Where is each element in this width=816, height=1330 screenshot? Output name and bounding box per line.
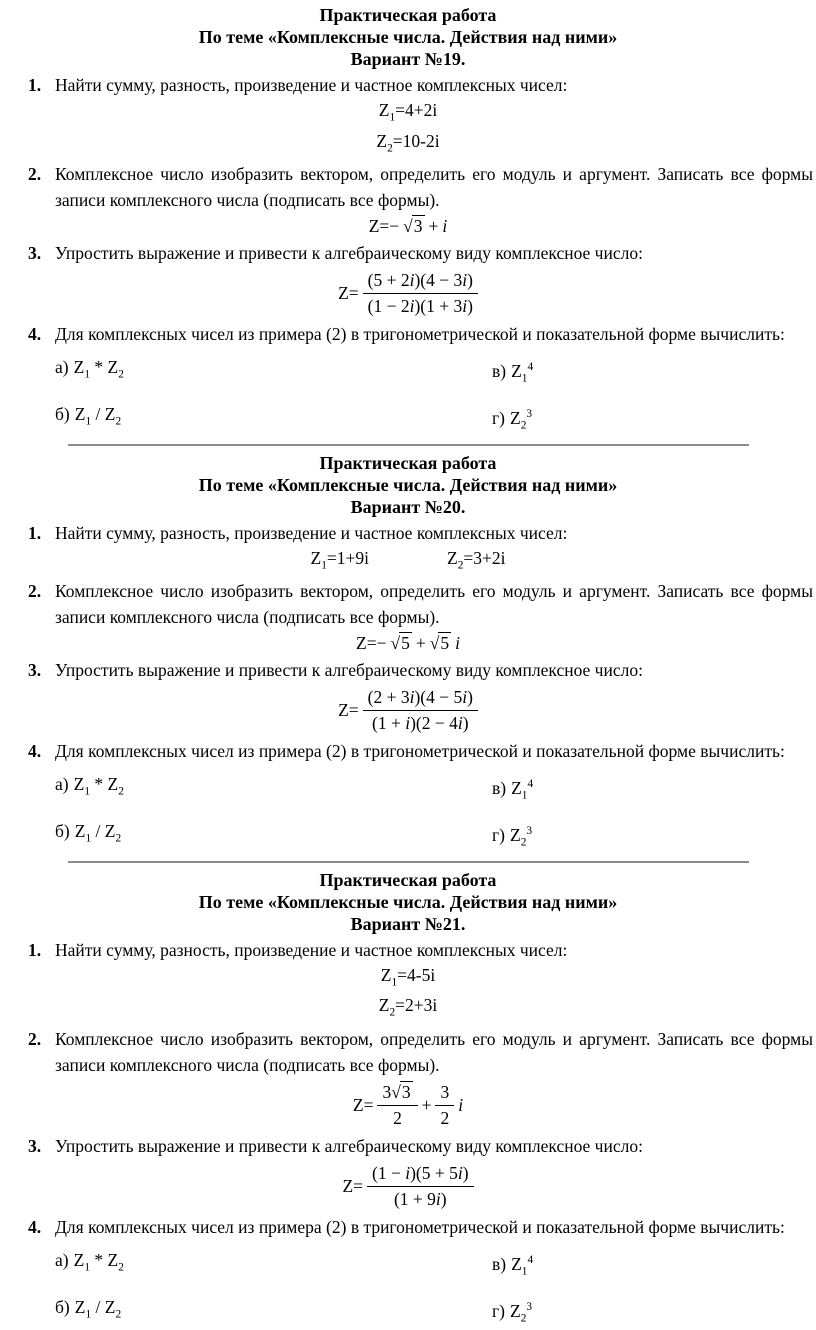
option-v <box>492 355 816 390</box>
option-g <box>492 819 816 854</box>
option-label: б) <box>55 1297 70 1318</box>
option-a <box>55 1248 492 1283</box>
task-4 <box>0 738 816 764</box>
option-label: в) <box>492 360 507 381</box>
worksheet-title: Практическая работа <box>319 869 497 890</box>
option-g <box>492 1295 816 1330</box>
item-text: Найти сумму, разность, произведение и частное комплексных чисел: <box>55 939 568 960</box>
section-divider <box>68 444 749 446</box>
complex-number-formula <box>0 633 816 654</box>
option-expression: $Z_1 * Z_2$ <box>73 357 124 381</box>
radical <box>403 216 424 237</box>
worksheet-theme: По теме «Комплексные числа. Действия над ними» <box>198 891 618 912</box>
item-text: Комплексное число изобразить вектором, определить его модуль и аргумент. Записать все формы записи комплексного числа (подписать все формы). <box>55 164 813 210</box>
item-number: 3. <box>28 660 42 681</box>
option-b <box>55 819 492 854</box>
item-text: Найти сумму, разность, произведение и частное комплексных чисел: <box>55 75 568 95</box>
z2-value: $Z_2=10-2i$ <box>376 130 440 154</box>
option-label: г) <box>492 408 506 429</box>
item-number: 1. <box>28 939 42 960</box>
z1-value: $Z_1=4+2i$ <box>378 100 438 124</box>
option-expression: $Z_1^4$ <box>511 360 534 385</box>
denominator: (1 + 9i) <box>393 1188 447 1209</box>
item-number: 2. <box>28 581 42 602</box>
radicand: 3 <box>413 216 423 236</box>
task-3 <box>0 657 816 683</box>
variant-19-section <box>0 4 816 438</box>
z-values-row <box>0 547 816 577</box>
item-text: Найти сумму, разность, произведение и частное комплексных чисел: <box>55 522 568 543</box>
option-expression: $Z_2^3$ <box>510 1300 533 1325</box>
worksheet-title: Практическая работа <box>319 452 497 473</box>
imaginary-unit: i <box>455 633 460 654</box>
variant-20-section <box>0 452 816 855</box>
radical <box>391 1082 412 1102</box>
variant-number: Вариант №20. <box>350 496 466 517</box>
option-label: г) <box>492 825 506 846</box>
task-2 <box>0 1026 816 1078</box>
radical-sign-icon: √ <box>403 216 413 236</box>
worksheet-theme: По теме «Комплексные числа. Действия над ними» <box>198 474 618 495</box>
options-grid <box>0 772 816 855</box>
variant-number: Вариант №21. <box>350 913 466 934</box>
option-label: б) <box>55 821 70 842</box>
item-text: Комплексное число изобразить вектором, определить его модуль и аргумент. Записать все формы записи комплексного числа (подписать все формы). <box>55 581 813 628</box>
worksheet-theme: По теме «Комплексные числа. Действия над ними» <box>198 27 618 47</box>
item-number: 4. <box>28 324 42 344</box>
item-text: Для комплексных чисел из примера (2) в тригонометрической и показательной форме вычислить: <box>55 1216 785 1237</box>
z2-value: $Z_2=2+3i$ <box>378 995 438 1019</box>
option-g <box>492 402 816 437</box>
plus-operator: + <box>421 1094 432 1115</box>
complex-number-formula <box>0 1081 816 1130</box>
item-text: Упростить выражение и привести к алгебраическому виду комплексное число: <box>55 660 643 681</box>
option-label: а) <box>55 357 69 377</box>
option-v <box>492 1248 816 1283</box>
item-number: 2. <box>28 1028 42 1049</box>
formula-prefix: Z= <box>338 700 359 721</box>
task-3 <box>0 240 816 266</box>
options-grid <box>0 1248 816 1330</box>
numerator: (1 − i)(5 + 5i) <box>367 1162 474 1187</box>
worksheet-title: Практическая работа <box>319 5 497 25</box>
plus-operator: + <box>428 216 439 236</box>
coefficient: 3 <box>382 1081 392 1102</box>
numerator: (2 + 3i)(4 − 5i) <box>363 686 478 711</box>
task-2 <box>0 161 816 213</box>
option-expression: $Z_1 * Z_2$ <box>73 774 124 798</box>
item-text: Для комплексных чисел из примера (2) в тригонометрической и показательной форме вычислить: <box>55 741 785 762</box>
task-3 <box>0 1133 816 1159</box>
radical <box>390 633 411 654</box>
fraction <box>363 686 478 735</box>
formula-prefix: Z=− <box>368 216 400 236</box>
radical <box>430 633 451 654</box>
numerator <box>377 1081 417 1106</box>
section-divider <box>68 861 749 863</box>
radicand: 5 <box>440 633 450 654</box>
item-number: 4. <box>28 1216 42 1237</box>
option-b <box>55 1295 492 1330</box>
denominator: (1 − 2i)(1 + 3i) <box>367 296 473 316</box>
task-1 <box>0 937 816 963</box>
item-text: Упростить выражение и привести к алгебраическому виду комплексное число: <box>55 243 643 263</box>
radical-sign-icon: √ <box>391 1081 401 1102</box>
option-expression: $Z_1 * Z_2$ <box>73 1249 124 1274</box>
options-grid <box>0 355 816 438</box>
formula-prefix: Z= <box>338 283 359 303</box>
option-expression: $Z_2^3$ <box>510 408 533 432</box>
item-number: 1. <box>28 75 42 95</box>
numerator: (5 + 2i)(4 − 3i) <box>363 269 478 294</box>
option-label: а) <box>55 1249 69 1270</box>
item-number: 3. <box>28 243 42 263</box>
option-expression: $Z_1^4$ <box>511 777 534 802</box>
option-expression: $Z_1^4$ <box>511 1253 534 1278</box>
denominator: 2 <box>393 1107 402 1128</box>
simplify-formula <box>0 686 816 735</box>
radical-sign-icon: √ <box>390 633 401 654</box>
item-text: Для комплексных чисел из примера (2) в тригонометрической и показательной форме вычислить: <box>55 324 785 344</box>
option-label: в) <box>492 777 507 798</box>
formula-prefix: Z= <box>352 1094 374 1115</box>
radical-sign-icon: √ <box>429 633 440 654</box>
formula-prefix: Z= <box>342 1175 363 1196</box>
task-1 <box>0 520 816 546</box>
task-4 <box>0 321 816 347</box>
fraction <box>367 1162 474 1211</box>
option-label: г) <box>492 1300 506 1321</box>
task-2 <box>0 578 816 630</box>
item-number: 3. <box>28 1135 42 1156</box>
fraction <box>363 269 478 318</box>
task-4 <box>0 1214 816 1240</box>
item-number: 2. <box>28 164 42 184</box>
radicand: 5 <box>401 633 410 654</box>
item-text: Упростить выражение и привести к алгебраическому виду комплексное число: <box>55 1135 643 1156</box>
option-b <box>55 402 492 437</box>
numerator: 3 <box>435 1081 454 1106</box>
imaginary-unit: i <box>442 216 448 236</box>
option-label: в) <box>492 1253 507 1274</box>
simplify-formula <box>0 269 816 318</box>
item-text: Комплексное число изобразить вектором, определить его модуль и аргумент. Записать все формы записи комплексного числа (подписать все формы). <box>55 1028 813 1075</box>
option-expression: $Z_1 / Z_2$ <box>74 404 122 428</box>
option-expression: $Z_2^3$ <box>510 825 533 849</box>
item-number: 4. <box>28 741 42 762</box>
item-number: 1. <box>28 522 42 543</box>
formula-prefix: Z=− <box>356 633 387 654</box>
variant-number: Вариант №19. <box>350 49 466 69</box>
option-expression: $Z_1 / Z_2$ <box>74 821 122 845</box>
z1-value: $Z_1=1+9i$ <box>310 547 369 572</box>
z1-value: $Z_1=4-5i$ <box>380 964 436 989</box>
fraction <box>377 1081 417 1130</box>
imaginary-unit: i <box>458 1094 464 1115</box>
simplify-formula <box>0 1162 816 1211</box>
option-label: б) <box>55 404 70 425</box>
task-1 <box>0 72 816 98</box>
z2-value: $Z_2=3+2i$ <box>447 547 506 572</box>
option-expression: $Z_1 / Z_2$ <box>74 1297 122 1321</box>
option-v <box>492 772 816 807</box>
variant-21-section <box>0 869 816 1330</box>
option-a <box>55 772 492 807</box>
denominator: (1 + i)(2 − 4i) <box>372 713 469 734</box>
radicand: 3 <box>401 1081 411 1102</box>
option-label: а) <box>55 774 69 795</box>
complex-number-formula <box>0 216 816 237</box>
fraction <box>435 1081 454 1130</box>
plus-operator: + <box>415 633 426 654</box>
option-a <box>55 355 492 390</box>
denominator: 2 <box>440 1107 450 1128</box>
